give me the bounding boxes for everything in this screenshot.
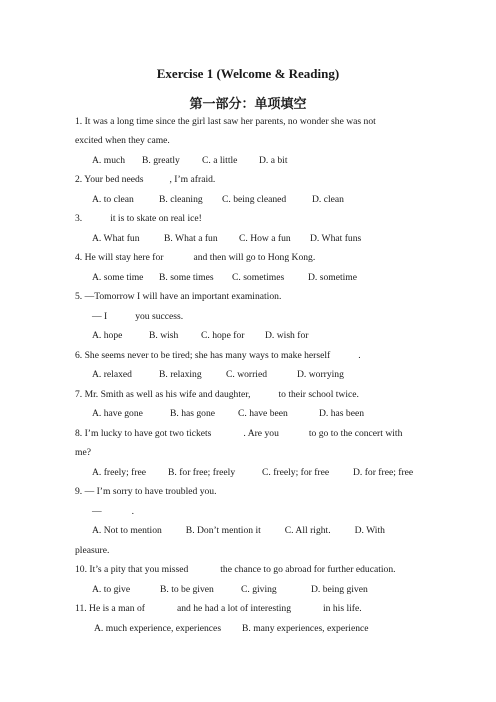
question-8-options: [92, 467, 413, 479]
stem-part: 4. He will stay here for: [75, 252, 164, 263]
stem-part: 11. He is a man of: [75, 603, 145, 614]
option-c: C. hope for: [201, 330, 245, 341]
question-9-options-wrap: pleasure.: [75, 545, 110, 556]
option-a: A. freely; free: [92, 467, 147, 478]
question-6-options: [92, 369, 344, 381]
option-c: C. have been: [238, 408, 288, 419]
question-1-stem: 1. It was a long time since the girl last saw her parents, no wonder she was not: [75, 116, 376, 127]
stem-part: to go to the concert with: [308, 428, 403, 439]
stem-part: 3.: [75, 213, 83, 224]
question-3-stem: [75, 213, 202, 225]
option-a: A. to give: [92, 584, 131, 595]
question-5-stem: 5. —Tomorrow I will have an important examination.: [75, 291, 282, 302]
question-2-stem: [75, 174, 215, 186]
option-a: A. have gone: [92, 408, 143, 419]
question-4-options: [92, 272, 357, 284]
stem-part: to their school twice.: [278, 389, 359, 400]
stem-part: 6. She seems never to be tired; she has many ways to make herself: [75, 350, 331, 361]
option-b: B. greatly: [142, 155, 180, 166]
option-d: D. has been: [319, 408, 365, 419]
option-c: C. sometimes: [232, 272, 285, 283]
question-7-stem: [75, 389, 359, 401]
question-11-options: [94, 623, 369, 635]
question-3-options: [92, 233, 361, 245]
option-a: A. hope: [92, 330, 123, 341]
option-b: B. wish: [149, 330, 179, 341]
stem-part: .: [358, 350, 361, 361]
section-heading: 第一部分：单项填空: [189, 97, 307, 112]
option-b: B. some times: [159, 272, 214, 283]
option-a: A. to clean: [92, 194, 134, 205]
option-b: B. to be given: [160, 584, 214, 595]
option-d: D. sometime: [308, 272, 358, 283]
stem-part: , I’m afraid.: [169, 174, 216, 185]
option-d: D. a bit: [259, 155, 288, 166]
question-9-stem: 9. — I’m sorry to have troubled you.: [75, 486, 217, 497]
question-6-stem: [75, 350, 361, 362]
option-c: C. worried: [226, 369, 268, 380]
option-d: D. What funs: [310, 233, 362, 244]
option-d: D. clean: [312, 194, 344, 205]
question-8-stem: [75, 428, 402, 440]
option-b: B. cleaning: [159, 194, 203, 205]
stem-part: — I: [92, 311, 108, 322]
stem-part: and he had a lot of interesting: [176, 603, 292, 614]
option-b: B. has gone: [170, 408, 216, 419]
page-title: Exercise 1 (Welcome & Reading): [156, 66, 340, 81]
stem-part: 2. Your bed needs: [75, 174, 144, 185]
stem-part: 8. I’m lucky to have got two tickets: [75, 428, 212, 439]
option-b: B. What a fun: [164, 233, 218, 244]
question-9-reply: [92, 506, 134, 518]
option-c: C. being cleaned: [222, 194, 287, 205]
option-c: C. freely; for free: [262, 467, 330, 478]
option-b: B. relaxing: [159, 369, 202, 380]
question-4-stem: [75, 252, 315, 264]
option-a: A. much experience, experiences: [94, 623, 222, 634]
question-1-options: [92, 155, 288, 167]
option-b: B. for free; freely: [168, 467, 236, 478]
option-a: A. much: [92, 155, 126, 166]
stem-part: 7. Mr. Smith as well as his wife and daughter,: [75, 389, 251, 400]
option-c: C. a little: [202, 155, 238, 166]
question-7-options: [92, 408, 364, 420]
stem-part: —: [92, 506, 102, 517]
question-1-stem-cont: excited when they came.: [75, 135, 170, 146]
stem-part: .: [131, 506, 134, 517]
option-d: D. wish for: [265, 330, 309, 341]
option-d: D. worrying: [297, 369, 344, 380]
question-9-options: A. Not to mention B. Don’t mention it C. All right. D. With: [92, 525, 385, 536]
question-5-options: [92, 330, 308, 342]
option-d: D. for free; free: [353, 467, 414, 478]
stem-part: and then will go to Hong Kong.: [193, 252, 316, 263]
stem-part: it is to skate on real ice!: [110, 213, 202, 224]
stem-part: 10. It’s a pity that you missed: [75, 564, 189, 575]
option-b: B. many experiences, experience: [242, 623, 369, 634]
question-8-stem-cont: me?: [75, 447, 91, 458]
option-c: C. giving: [241, 584, 277, 595]
option-a: A. relaxed: [92, 369, 132, 380]
question-2-options: [92, 194, 344, 206]
question-10-stem: [75, 564, 396, 576]
stem-part: the chance to go abroad for further education.: [220, 564, 396, 575]
question-10-options: [92, 584, 368, 596]
option-c: C. How a fun: [239, 233, 291, 244]
stem-part: . Are you: [243, 428, 279, 439]
option-d: D. being given: [311, 584, 368, 595]
question-5-reply: [92, 311, 183, 323]
stem-part: you success.: [135, 311, 184, 322]
stem-part: in his life.: [323, 603, 362, 614]
option-a: A. some time: [92, 272, 144, 283]
question-11-stem: [75, 603, 362, 615]
option-a: A. What fun: [92, 233, 140, 244]
